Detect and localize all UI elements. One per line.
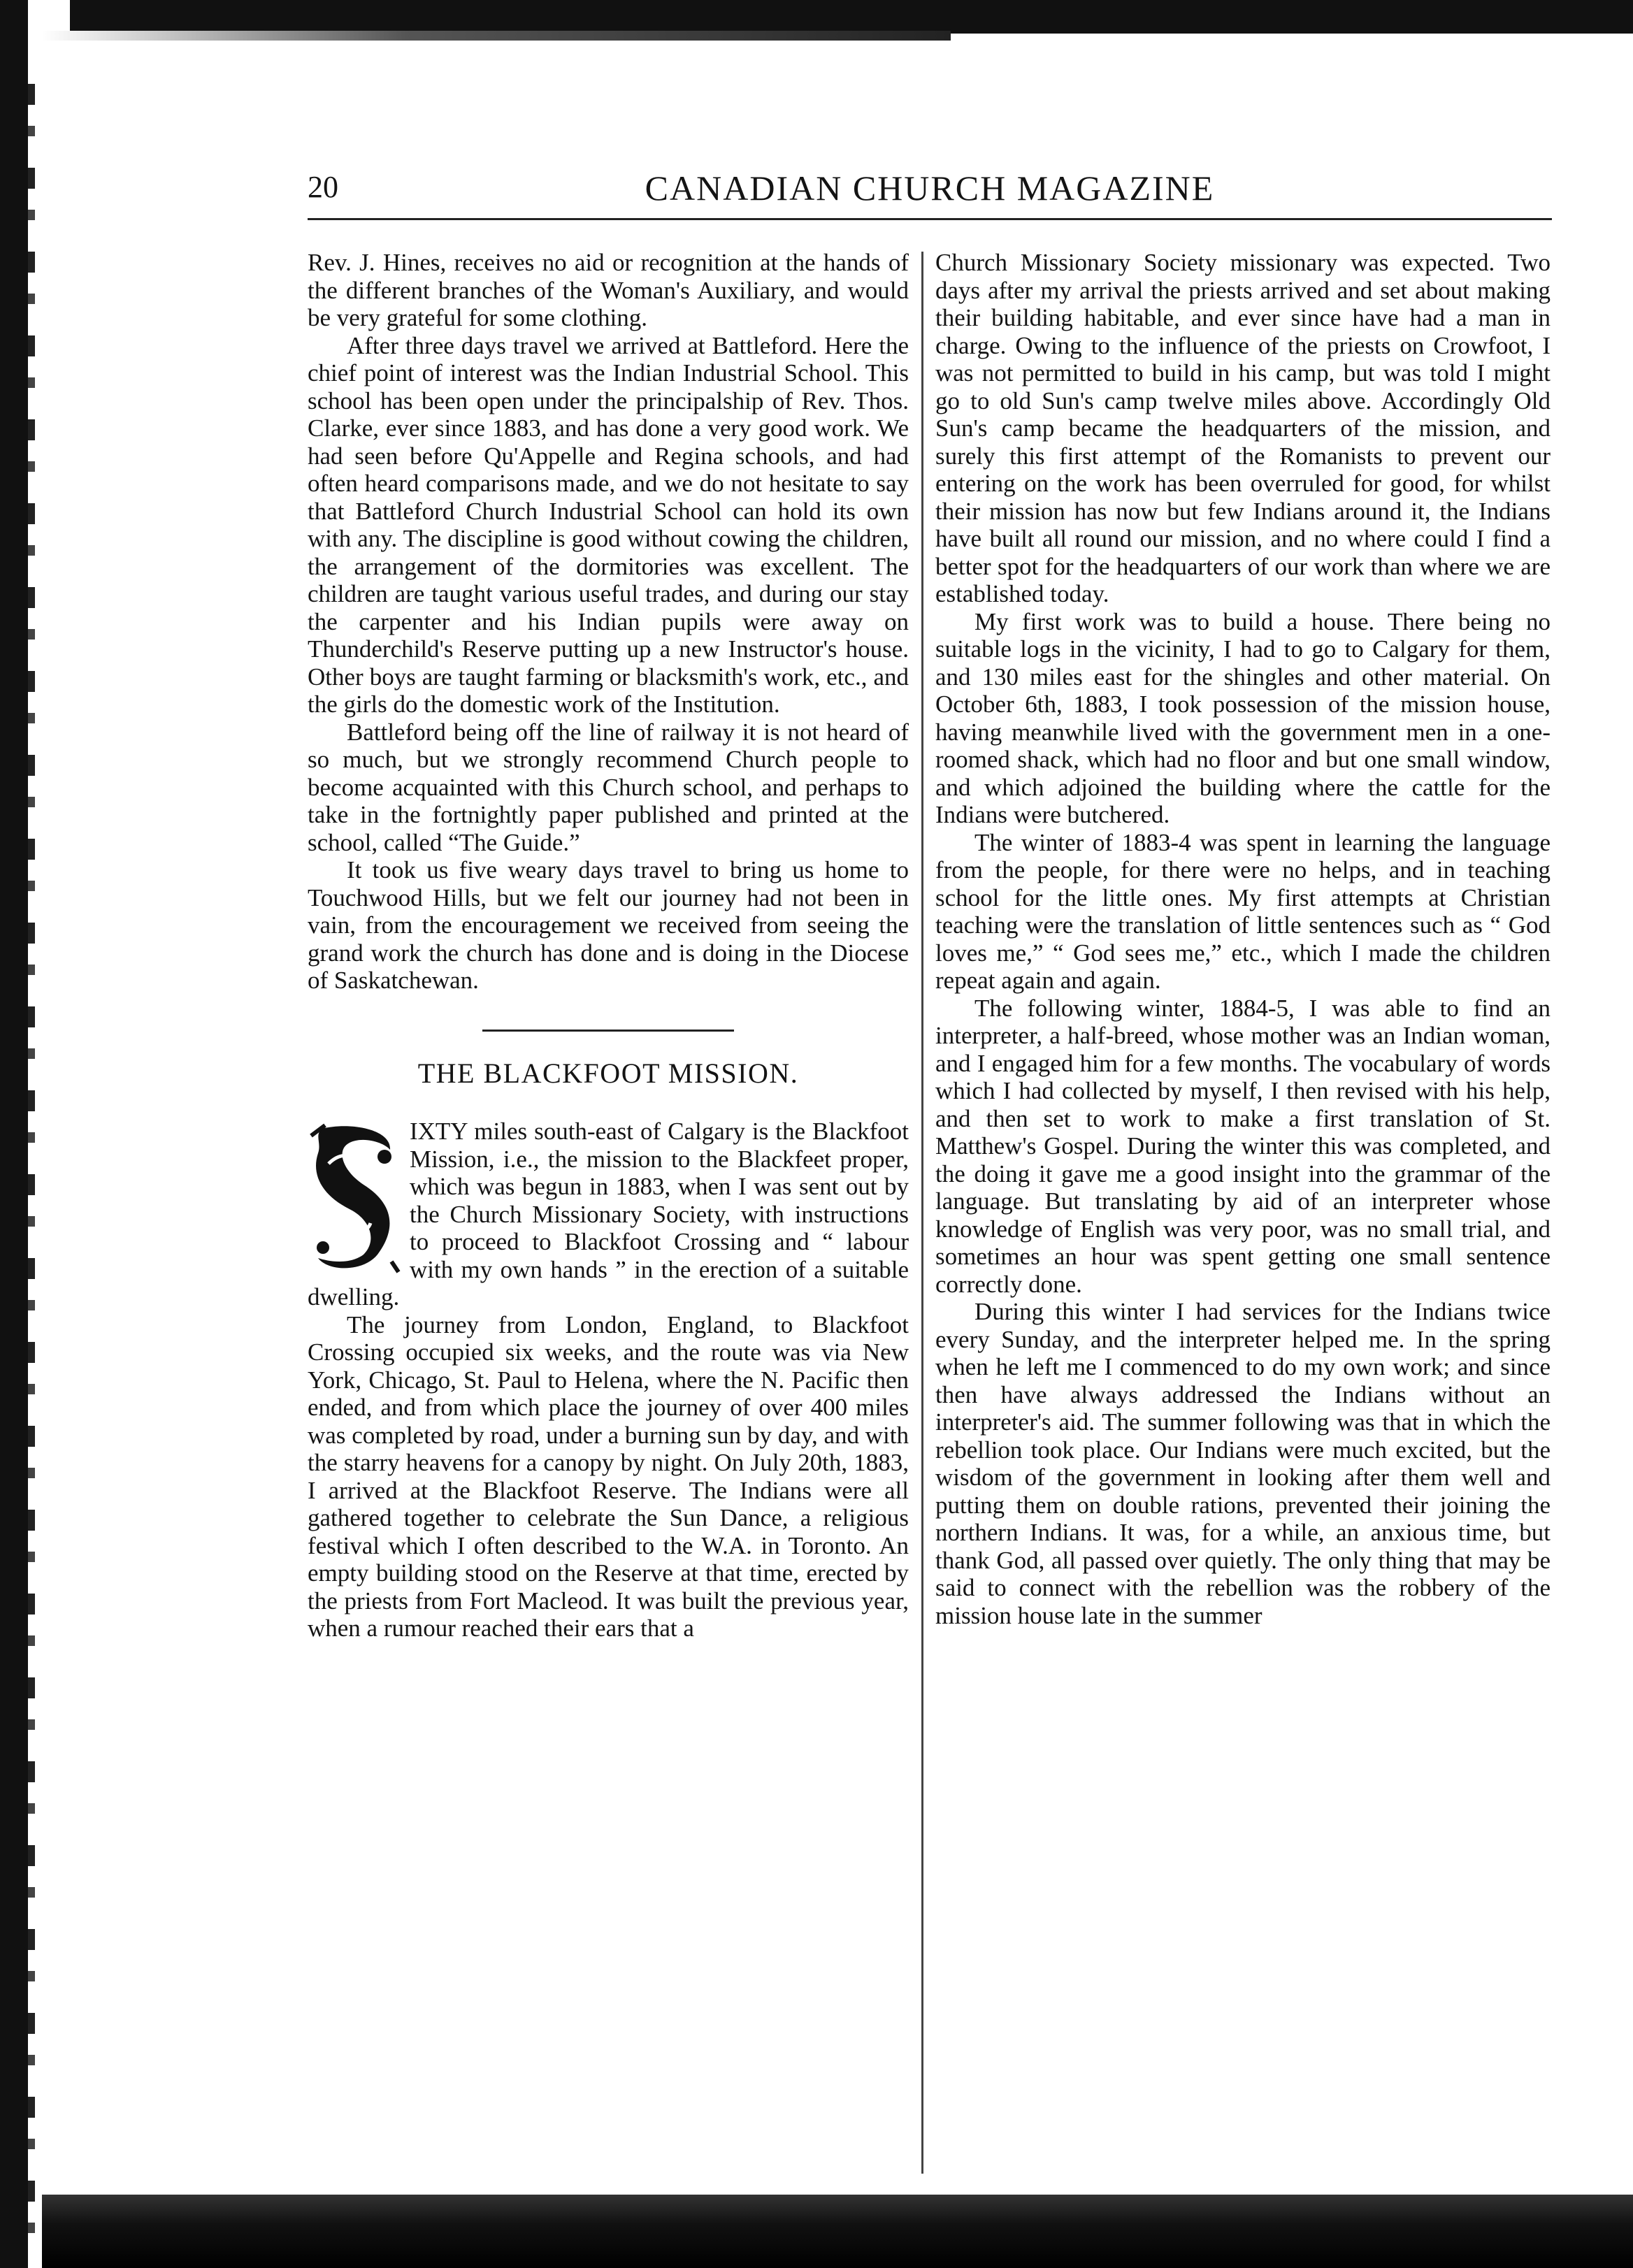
right-paragraph-2: My first work was to build a house. There being no suitable logs in the vicinity, I had to go to Calgary for them, and 130 miles east for the shingles and other material. On October 6th, 1883, I took possession of the mission house, having meanwhile lived with the government men in a one-roomed shack, which had no floor and but one small window, and which adjoined the building where the cattle for the Indians were butchered. bbox=[935, 607, 1551, 828]
scan-bottom-edge bbox=[42, 2195, 1633, 2268]
section-title: THE BLACKFOOT MISSION. bbox=[417, 1057, 799, 1089]
left-paragraph-3: Battleford being off the line of railway it is not heard of so much, but we strongly recommend Church people to become acquainted with this Church school, and perhaps to take in the fortnightly paper published and printed at the school, called “The Guide.” bbox=[308, 718, 909, 856]
scan-left-edge bbox=[0, 0, 28, 2268]
left-column bbox=[308, 249, 909, 1642]
decorated-dropcap bbox=[308, 1122, 403, 1274]
scan-top-fade bbox=[42, 31, 951, 41]
left-paragraph-6: The journey from London, England, to Blackfoot Crossing occupied six weeks, and the route was via New York, Chicago, St. Paul to Helena, where the N. Pacific then ended, and from which place the journey of over 400 miles was completed by road, under a burning sun by day, and with the starry heavens for a canopy by night. On July 20th, 1883, I arrived at the Blackfoot Reserve. The Indians were all gathered together to celebrate the Sun Dance, a religious festival which I often described to the W.A. in Toronto. An empty building stood on the Reserve at that time, erected by the priests from Fort Macleod. It was built the previous year, when a rumour reached their ears that a bbox=[308, 1310, 909, 1642]
right-paragraph-3: The winter of 1883-4 was spent in learning the language from the people, for there were no helps, and in teaching school for the little ones. My first attempts at Christian teaching were the translation of little sentences such as “ God loves me,” “ God sees me,” etc., which I made the children repeat again and again. bbox=[935, 828, 1551, 994]
left-paragraph-4: It took us five weary days travel to bring us home to Touchwood Hills, but we felt our journey had not been in vain, from the encouragement we received from seeing the grand work the church has done and is doing in the Diocese of Saskatchewan. bbox=[308, 856, 909, 994]
scan-top-edge bbox=[0, 0, 1633, 42]
scan-top-bar bbox=[70, 0, 1633, 34]
scan-left-binding bbox=[28, 84, 35, 2251]
left-paragraph-2: After three days travel we arrived at Battleford. Here the chief point of interest was the Indian Industrial School. This school has been open under the principalship of Rev. Thos. Clarke, ever since 1883, and has done a very good work. We had seen before Qu'Appelle and Regina schools, and had often heard comparisons made, and we do not hesitate to say that Battleford Church Industrial School can hold its own with any. The discipline is good without cowing the children, the arrangement of the dormitories was excellent. The children are taught various useful trades, and during our stay the carpenter and his Indian pupils were away on Thunderchild's Reserve putting up a new Instructor's house. Other boys are taught farming or blacksmith's work, etc., and the girls do the domestic work of the Institution. bbox=[308, 331, 909, 718]
right-paragraph-1: Church Missionary Society missionary was expected. Two days after my arrival the priests arrived and set about making their building habitable, and ever since have had a man in charge. Owing to the influence of the priests on Crowfoot, I was not permitted to build in his camp, but was told I might go to old Sun's camp twelve miles above. Accordingly Old Sun's camp became the headquarters of the mission, and surely this first attempt of the Romanists to prevent our entering on the work has been overruled for good, for whilst their mission has now but few Indians around it, the Indians have built all round our mission, and no where could I find a better spot for the headquarters of our work than where we are established today. bbox=[935, 249, 1551, 607]
page-header bbox=[308, 168, 1552, 217]
page-number: 20 bbox=[308, 170, 338, 204]
section-separator bbox=[482, 1030, 734, 1032]
magazine-title: CANADIAN CHURCH MAGAZINE bbox=[645, 168, 1215, 208]
right-paragraph-4: The following winter, 1884-5, I was able to find an interpreter, a half-breed, whose mother was an Indian woman, and I engaged him for a few months. The vocabulary of words which I had collected by myself, I then revised with his help, and then set to work to make a first translation of St. Matthew's Gospel. During the winter this was completed, and the doing it gave me a good insight into the grammar of the language. But translating by aid of an interpreter whose knowledge of English was very poor, was no small trial, and sometimes an hour was spent getting one small sentence correctly done. bbox=[935, 994, 1551, 1298]
right-column bbox=[935, 249, 1551, 1629]
column-divider bbox=[921, 252, 923, 2174]
left-paragraph-5: IXTY miles south-east of Calgary is the Blackfoot Mission, i.e., the mission to the Blackfeet proper, which was begun in 1883, when I was sent out by the Church Missionary Society, with instructions to proceed to Blackfoot Crossing and “ labour with my own hands ” in the erection of a suitable dwelling. bbox=[308, 1118, 909, 1310]
article-opening bbox=[308, 1118, 909, 1311]
header-rule bbox=[308, 218, 1552, 220]
left-paragraph-1: Rev. J. Hines, receives no aid or recognition at the hands of the different branches of the Woman's Auxiliary, and would be very grateful for some clothing. bbox=[308, 249, 909, 331]
right-paragraph-5: During this winter I had services for the Indians twice every Sunday, and the interpreter helped me. In the spring when he left me I commenced to do my own work; and since then have always addressed the Indians without an interpreter's aid. The summer following was that in which the rebellion took place. Our Indians were much excited, but the wisdom of the government in looking after them well and putting them on double rations, prevented their joining the northern Indians. It was, for a while, an anxious time, but thank God, all passed over quietly. The only thing that may be said to connect with the rebellion was the robbery of the mission house late in the summer bbox=[935, 1298, 1551, 1629]
